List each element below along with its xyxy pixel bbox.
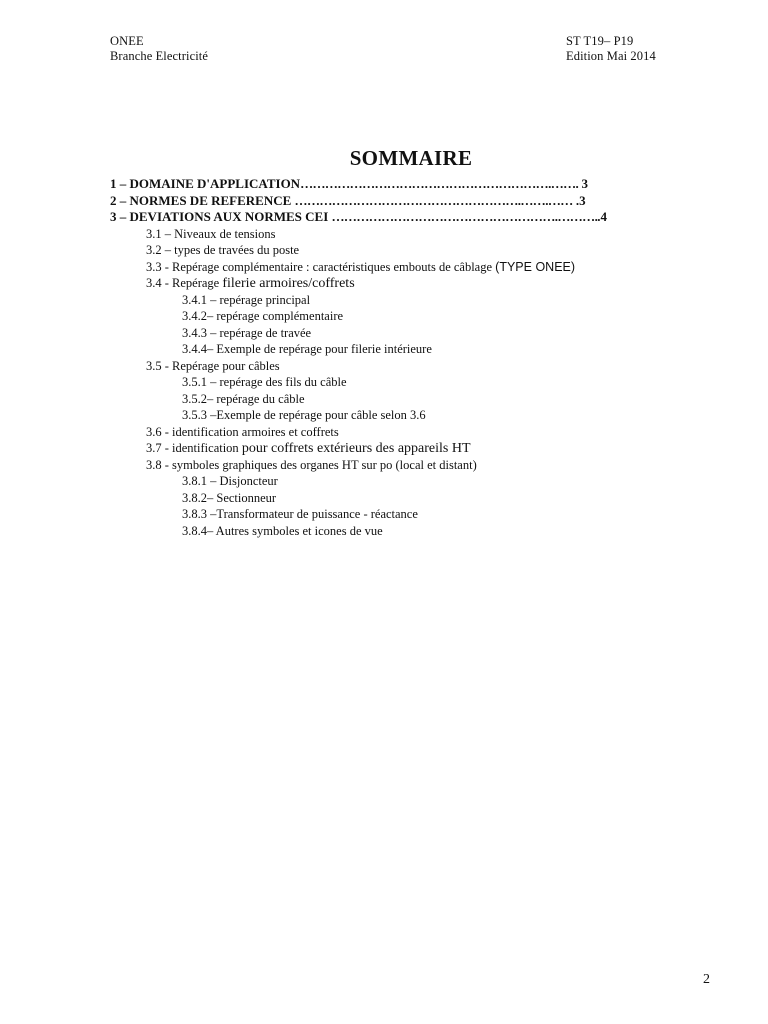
toc-entry-label: 3.4 - Repérage	[146, 276, 223, 290]
header-right	[566, 34, 656, 64]
toc-leader-dots: …………………………………………………….…….	[300, 176, 579, 191]
table-of-contents	[0, 176, 768, 539]
header-doc-ref: ST T19– P19	[566, 34, 634, 48]
header-left	[110, 34, 208, 64]
toc-entry-3-5[interactable]: 3.5 - Repérage pour câbles	[146, 358, 280, 373]
toc-entry-2[interactable]	[110, 193, 768, 210]
toc-entry-label-suffix: pour coffrets extérieurs des appareils HT	[241, 441, 471, 456]
page-title: SOMMAIRE	[349, 146, 473, 170]
page-number: 2	[703, 972, 710, 987]
toc-page-number: 3	[578, 176, 588, 191]
toc-entry-3-8[interactable]: 3.8 - symboles graphiques des organes HT sur po (local et distant)	[146, 457, 477, 472]
toc-entry-3-4-1[interactable]: 3.4.1 – repérage principal	[182, 292, 311, 307]
toc-entry-3-7[interactable]	[146, 440, 768, 457]
toc-leader-dots: ……………………………………………….……….	[331, 209, 598, 224]
toc-entry-label-suffix: (TYPE ONEE)	[495, 259, 576, 274]
toc-entry-label: 1 – DOMAINE D'APPLICATION	[110, 176, 301, 191]
toc-entry-1[interactable]	[110, 176, 768, 193]
toc-entry-3-4-3[interactable]: 3.4.3 – repérage de travée	[182, 325, 312, 340]
toc-entry-3-4-4[interactable]: 3.4.4– Exemple de repérage pour filerie intérieure	[182, 342, 432, 356]
toc-entry-3-3[interactable]	[146, 259, 768, 276]
toc-page-number: .3	[572, 192, 586, 208]
toc-entry-label: 3.3 - Repérage complémentaire : caractéristiques embouts de câblage	[146, 259, 496, 274]
toc-entry-3[interactable]	[110, 209, 768, 226]
toc-entry-3-4[interactable]	[146, 275, 768, 292]
toc-entry-3-1[interactable]: 3.1 – Niveaux de tensions	[146, 226, 276, 241]
toc-entry-3-8-1[interactable]: 3.8.1 – Disjoncteur	[182, 474, 278, 488]
header-org: ONEE	[110, 34, 144, 48]
toc-entry-3-2[interactable]: 3.2 – types de travées du poste	[146, 243, 300, 257]
toc-entry-3-8-3[interactable]: 3.8.3 –Transformateur de puissance - réactance	[182, 507, 418, 521]
toc-entry-3-8-2[interactable]: 3.8.2– Sectionneur	[182, 490, 277, 505]
toc-entry-3-5-2[interactable]: 3.5.2– repérage du câble	[182, 391, 305, 406]
toc-entry-3-5-3[interactable]: 3.5.3 –Exemple de repérage pour câble selon 3.6	[182, 408, 426, 422]
toc-entry-3-8-4[interactable]: 3.8.4– Autres symboles et icones de vue	[182, 523, 383, 538]
toc-entry-label: 3.7 - identification	[146, 441, 242, 455]
toc-entry-3-4-2[interactable]: 3.4.2– repérage complémentaire	[182, 309, 344, 323]
toc-entry-label-suffix: filerie armoires/coffrets	[222, 276, 355, 291]
toc-page-number: .4	[597, 209, 607, 224]
toc-entry-3-5-1[interactable]: 3.5.1 – repérage des fils du câble	[182, 375, 347, 389]
toc-entry-3-6[interactable]: 3.6 - identification armoires et coffrets	[146, 424, 339, 439]
header-edition: Edition Mai 2014	[566, 49, 656, 63]
toc-leader-dots: ……………………………………………….…….……	[294, 192, 573, 208]
toc-entry-label: 3 – DEVIATIONS AUX NORMES CEI	[110, 209, 332, 224]
toc-entry-label: 2 – NORMES DE REFERENCE	[110, 192, 295, 208]
header-branch: Branche Electricité	[110, 49, 209, 63]
